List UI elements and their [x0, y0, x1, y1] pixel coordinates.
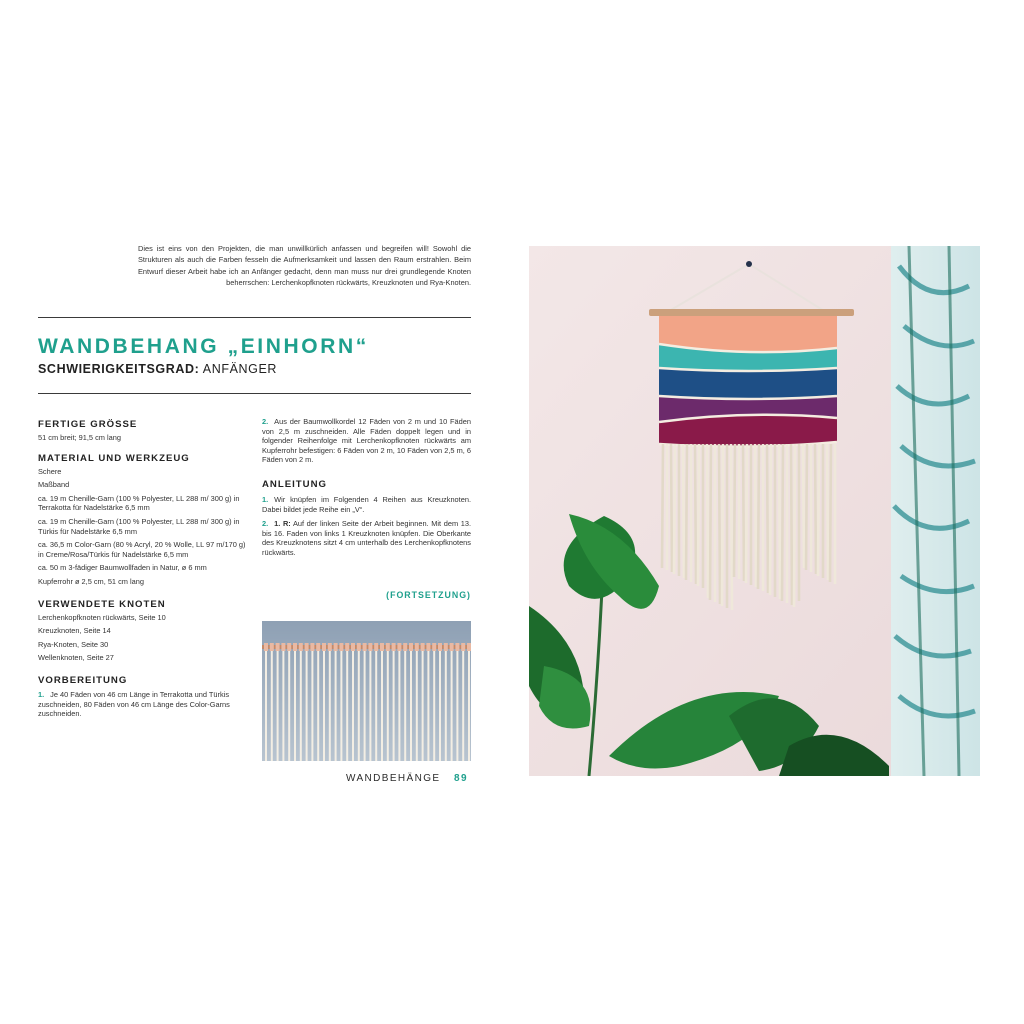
cord-knot [293, 643, 297, 651]
cord-knot [281, 643, 285, 651]
cord-knot [386, 643, 390, 651]
list-item: ca. 50 m 3-fädiger Baumwollfaden in Natur, ø 6 mm [38, 563, 207, 573]
list-item: Rya-Knoten, Seite 30 [38, 639, 109, 649]
instruction-step-2 [262, 519, 471, 557]
fringe-strand [686, 444, 687, 580]
fringe-strand [830, 444, 831, 582]
cord-knot [467, 643, 471, 651]
list-item: Kupferrohr ø 2,5 cm, 51 cm lang [38, 576, 144, 586]
fringe-strand [782, 444, 783, 601]
cord-knot [339, 643, 343, 651]
hanging-rod [649, 309, 854, 316]
cord-knot [316, 643, 320, 651]
prep-heading: VORBEREITUNG [38, 674, 128, 686]
fringe-strand [734, 444, 735, 577]
fringe-strand [770, 444, 771, 595]
cord-knot [322, 643, 326, 651]
list-item: Schere [38, 466, 62, 476]
fringe-strand [683, 444, 684, 578]
fringe-strand [722, 444, 723, 606]
materials-heading: MATERIAL UND WERKZEUG [38, 452, 190, 464]
prep-step-1 [38, 690, 248, 719]
fringe-strand [806, 444, 807, 570]
cord-knot [299, 643, 303, 651]
fringe-strand [671, 444, 672, 572]
cord-knot [444, 643, 448, 651]
cords-illustration [262, 621, 471, 761]
fringe-strand [674, 444, 675, 574]
fringe-strand [755, 444, 756, 587]
cord-knot [403, 643, 407, 651]
step-text: Aus der Baumwollkordel 12 Fäden von 2 m und 10 Fäden von 2,5 m zuschneiden. Alle Fäden doppelt legen und in folgender Reihenfolge mit Lerchenkopfknoten rückwärts am Kupferrohr befestigen: 6 Fäden von 2 m, 10 Fäden von 2,5 m, 6 Fäden von 2 m. [262, 417, 471, 465]
cord-knot [363, 643, 367, 651]
cord-knot [287, 643, 291, 651]
cord-knot [415, 643, 419, 651]
title-divider [38, 393, 471, 394]
row-label: 1. R: [274, 519, 291, 529]
continuation-label: (FORTSETZUNG) [386, 590, 471, 600]
step-text: Je 40 Fäden von 46 cm Länge in Terrakotta und Türkis zuschneiden, 80 Fäden von 46 cm Länge des Color-Garns zuschneiden. [38, 689, 230, 719]
list-item: Kreuzknoten, Seite 14 [38, 626, 111, 636]
list-item: ca. 19 m Chenille-Garn (100 % Polyester, LL 288 m/ 300 g) in Türkis für Nadelstärke 6,5 mm [38, 516, 240, 536]
step-number: 2. [262, 519, 269, 529]
fringe-strand [803, 444, 804, 568]
step-text: Wir knüpfen im Folgenden 4 Reihen aus Kreuzknoten. Dabei bildet jede Reihe ein „V“. [262, 494, 471, 514]
fringe-strand [743, 444, 744, 581]
fringe-strand [695, 444, 696, 584]
step-number: 1. [262, 494, 269, 504]
cord-knot [421, 643, 425, 651]
difficulty-line [38, 362, 277, 376]
page-number: 89 [454, 773, 468, 784]
knots-list [38, 613, 248, 663]
cord-knot [450, 643, 454, 651]
project-title: WANDBEHANG „EINHORN“ [38, 335, 369, 358]
footer-section: WANDBEHÄNGE [346, 773, 441, 784]
cord-knot [374, 643, 378, 651]
right-column [262, 417, 471, 558]
left-column [38, 419, 248, 719]
cord-knot [380, 643, 384, 651]
cord-knot [438, 643, 442, 651]
cord-knot [270, 643, 274, 651]
cord-knot [432, 643, 436, 651]
cord-knot [392, 643, 396, 651]
cord-knot [345, 643, 349, 651]
materials-list [38, 467, 248, 587]
cord-knot [264, 643, 268, 651]
navy-row [659, 368, 837, 399]
step-text: Auf der linken Seite der Arbeit beginnen. Mit dem 13. bis 16. Faden von links 1 Kreuzknoten knüpfen. Die Oberkante des Kreuzknotens sitzt 4 cm unterhalb des Lerchenkopfknotens rückwärts. [262, 519, 471, 557]
fringe-strand [818, 444, 819, 576]
fringe-strand [794, 444, 795, 607]
list-item: ca. 36,5 m Color-Garn (80 % Acryl, 20 % Wolle, LL 97 m/170 g) in Creme/Rosa/Türkis für Nadelstärke 6,5 mm [38, 540, 246, 559]
fringe-strand [791, 444, 792, 605]
size-heading: FERTIGE GRÖSSE [38, 419, 138, 430]
list-item: Maßband [38, 480, 70, 490]
cords-photo [262, 621, 471, 761]
cord-knot [328, 643, 332, 651]
cord-knot [276, 643, 280, 651]
list-item: Lerchenkopfknoten rückwärts, Seite 10 [38, 612, 166, 622]
difficulty-label: SCHWIERIGKEITSGRAD: [38, 362, 200, 376]
cord-knot [334, 643, 338, 651]
fringe-strand [710, 444, 711, 600]
fringe-strand [698, 444, 699, 586]
cord-knot [409, 643, 413, 651]
curtain [891, 246, 980, 776]
step-number: 1. [38, 689, 45, 699]
fringe-strand [719, 444, 720, 604]
intro-paragraph: Dies ist eins von den Projekten, die man unwillkürlich anfassen und begreifen will! Sowohl die Strukturen als auch die Farben fesseln die Aufmerksamkeit und lassen den Raum erstrahlen. Beim Entwurf dieser Arbeit habe ich an Anfänger gedacht, denn man muss nur drei grundlegende Knoten beherrschen: Lerchenkopfknoten rückwärts, Kreuzknoten und Rya-Knoten. [138, 244, 471, 288]
cord-knot [461, 643, 465, 651]
cord-knot [455, 643, 459, 651]
cord-knot [397, 643, 401, 651]
fringe-strand [731, 444, 732, 610]
cord-knot [357, 643, 361, 651]
list-item: Wellenknoten, Seite 27 [38, 653, 114, 663]
cord-knot [351, 643, 355, 651]
fringe-strand [662, 444, 663, 568]
wall-hanging-illustration [529, 246, 980, 776]
wall-hanging-photo [529, 246, 980, 776]
prep-step-2 [262, 417, 471, 465]
fringe-strand [707, 444, 708, 598]
size-text: 51 cm breit; 91,5 cm lang [38, 433, 121, 442]
intro-divider [38, 317, 471, 318]
cord-knot [305, 643, 309, 651]
cord-knot [310, 643, 314, 651]
knots-heading: VERWENDETE KNOTEN [38, 598, 166, 610]
fringe-strand [746, 444, 747, 583]
fringe-strand [815, 444, 816, 574]
difficulty-value: ANFÄNGER [202, 362, 278, 376]
fringe-strand [779, 444, 780, 599]
instruction-step-1 [262, 495, 471, 514]
cord-knot [426, 643, 430, 651]
cord-knot [368, 643, 372, 651]
fringe-strand [767, 444, 768, 593]
fringe-strand [758, 444, 759, 589]
list-item: ca. 19 m Chenille-Garn (100 % Polyester, LL 288 m/ 300 g) in Terrakotta für Nadelstärke 6,5 mm [38, 493, 240, 513]
instructions-heading: ANLEITUNG [262, 478, 327, 490]
fringe-strand [827, 444, 828, 580]
step-number: 2. [262, 417, 269, 426]
